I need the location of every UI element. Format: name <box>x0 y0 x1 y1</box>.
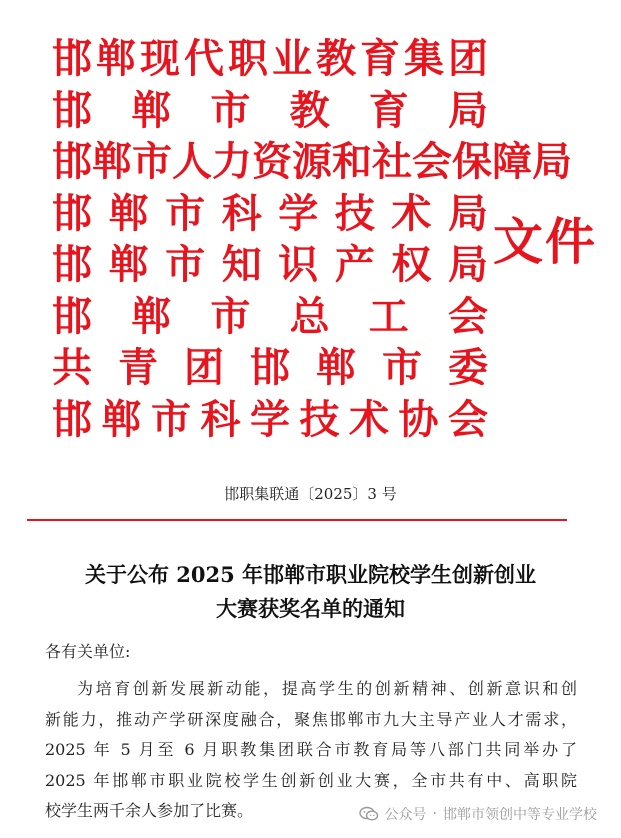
body-line: 2025 年 5 月至 6 月职教集团联合市教育局等八部门共同举办了 <box>45 740 577 759</box>
watermark-account: 邯郸市领创中等专业学校 <box>443 807 597 823</box>
notice-title-line1: 关于公布 2025 年邯郸市职业院校学生创新创业 <box>84 562 537 587</box>
body-line: 校学生两千余人参加了比赛。 <box>45 801 254 820</box>
issuer-line: 邯 郸 市 科 学 技 术 局 <box>52 189 488 237</box>
issuer-line: 邯 郸 市 科 学 技 术 协 会 <box>52 395 488 443</box>
notice-title <box>0 558 621 626</box>
issuer-line: 邯 郸 现 代 职 业 教 育 集 团 <box>52 35 488 82</box>
issuer-line: 邯 郸 市 知 识 产 权 局 <box>52 241 488 288</box>
wechat-official-account-icon <box>359 806 379 822</box>
notice-title-line2: 大赛获奖名单的通知 <box>216 596 405 621</box>
watermark-platform: 公众号 <box>384 807 427 823</box>
issuer-line: 共 青 团 邯 郸 市 委 <box>52 344 488 391</box>
document-number: 邯职集联通〔2025〕3 号 <box>224 485 397 503</box>
salutation: 各有关单位: <box>45 642 131 661</box>
document-suffix: 文件 <box>493 212 597 271</box>
watermark-separator: · <box>432 806 437 822</box>
body-line: 为培育创新发展新动能，提高学生的创新精神、创新意识和创 <box>77 679 577 698</box>
body-line: 2025 年邯郸市职业院校学生创新创业大赛，全市共有中、高职院 <box>45 770 577 790</box>
body-line: 新能力，推动产学研深度融合，聚焦邯郸市九大主导产业人才需求， <box>45 709 577 729</box>
issuer-line: 邯 郸 市 教 育 局 <box>52 86 488 134</box>
issuer-line: 邯 郸 市 总 工 会 <box>52 292 488 340</box>
wechat-watermark <box>357 803 599 825</box>
issuer-line: 邯 郸 市 人 力 资 源 和 社 会 保 障 局 <box>52 138 572 185</box>
red-divider <box>27 519 567 521</box>
